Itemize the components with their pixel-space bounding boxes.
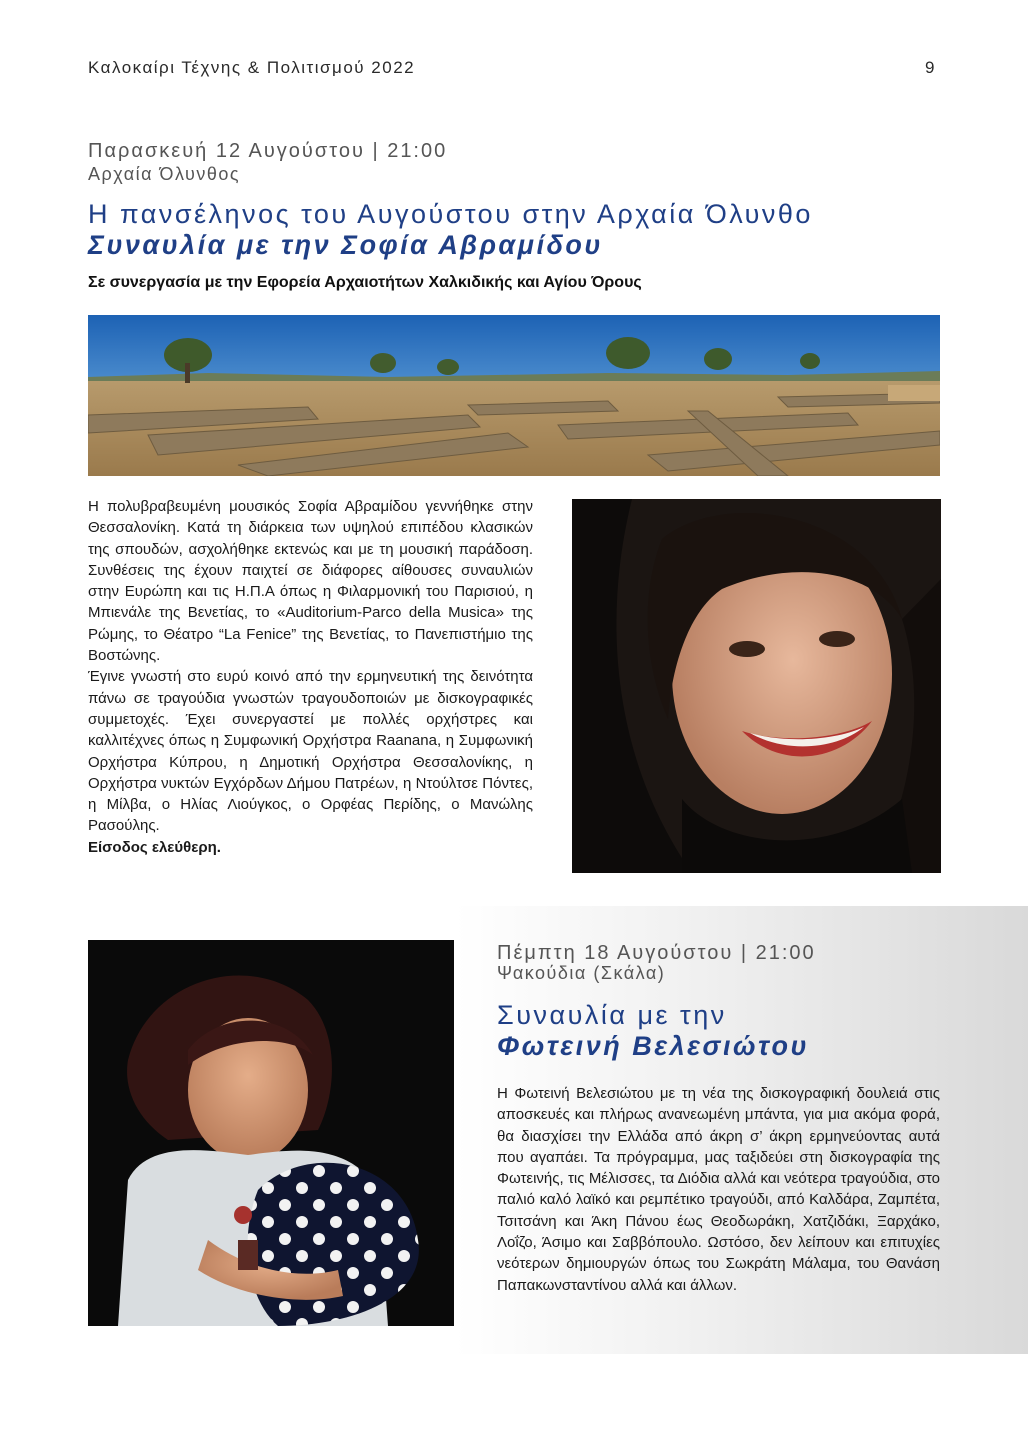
olynthos-panorama-photo [88,315,940,476]
event1-date-time: Παρασκευή 12 Αυγούστου | 21:00 [88,140,448,162]
sofia-avramidou-portrait-photo [572,499,941,873]
event1-place: Αρχαία Όλυνθος [88,164,241,184]
event1-title-line1: Η πανσέληνος του Αυγούστου στην Αρχαία Όλυνθο [88,199,813,229]
event1-collaboration-note: Σε συνεργασία με την Εφορεία Αρχαιοτήτων Χαλκιδικής και Αγίου Όρους [88,274,642,291]
event1-body-paragraph-2: Έγινε γνωστή στο ευρύ κοινό από την ερμηνευτική της δεινότητα πάνω σε τραγούδια γνωστών τραγουδοποιών με δισκογραφικές συμμετοχές. Έχει συνεργαστεί με πολλές ορχήστρες και καλλιτέχνες όπως η Συμφωνική Ορχήστρα Raanana, η Συμφωνική Ορχήστρα Κύπρου, η Δημοτική Ορχήστρα Θεσσαλονίκης, η Ορχήστρα νυκτών Εγχόρδων Δήμου Πατρέων, η Ντούλτσε Πόντες, η Μίλβα, ο Ηλίας Λιούγκος, ο Ορφέας Περίδης, ο Μανώλης Ρασούλης. [88,668,533,835]
event2-date-time: Πέμπτη 18 Αυγούστου | 21:00 [497,942,816,964]
running-header-title: Καλοκαίρι Τέχνης & Πολιτισμού 2022 [88,58,416,77]
event1-body-text [88,496,533,858]
event2-title-line1: Συναυλία με την [497,1000,727,1030]
event2-place: Ψακούδια (Σκάλα) [497,963,666,983]
page-number: 9 [925,58,935,77]
event2-body-paragraph: Η Φωτεινή Βελεσιώτου με τη νέα της δισκογραφική δουλειά στις αποσκευές και πλήρως ανανεωμένη μπάντα, για μια ακόμα φορά, θα διασχίσει την Ελλάδα από άκρη σ’ άκρη ερμηνεύοντας αυτά που αγαπάει. Τα πρόγραμμα, μας ταξιδεύει στη δισκογραφία της Φωτεινής, τις Μέλισσες, τα Διόδια αλλά και νεότερα τραγούδια, στο παλιό καλό λαϊκό και ρεμπέτικο τραγούδι, από Καλδάρα, Ζαμπέτα, Τσιτσάνη και Άκη Πάνου έως Θεοδωράκη, Χατζιδάκι, Ξαρχάκο, Λοΐζο, Άσιμο και Σαββόπουλο. Ωστόσο, δεν λείπουν και επιτυχίες νεότερων δημιουργών όπως του Σωκράτη Μάλαμα, του Θανάση Παπακωνσταντίνου αλλά και άλλων. [497,1085,940,1294]
event1-body-paragraph-1: Η πολυβραβευμένη μουσικός Σοφία Αβραμίδου γεννήθηκε στην Θεσσαλονίκη. Κατά τη διάρκεια των υψηλού επιπέδου κλασικών της σπουδών, ασχολήθηκε εκτενώς και με τη μουσική παράδοση. Συνθέσεις της έχουν παιχτεί σε διάφορες αίθουσες συναυλιών στην Ευρώπη και τις Η.Π.Α όπως η Φιλαρμονική του Παρισιού, η Μπιενάλε της Βενετίας, το «Auditorium-Parco della Musica» της Ρώμης, το Θέατρο “La Fenice” της Βενετίας, το Πανεπιστήμιο της Βοστώνης. [88,498,533,665]
foteini-velesiotou-portrait-photo [88,940,454,1326]
event1-title-line2: Συναυλία με την Σοφία Αβραμίδου [88,230,603,260]
event2-body-text [497,1083,940,1296]
event2-title-line2: Φωτεινή Βελεσιώτου [497,1031,809,1061]
event1-free-entry: Είσοδος ελεύθερη. [88,838,221,856]
